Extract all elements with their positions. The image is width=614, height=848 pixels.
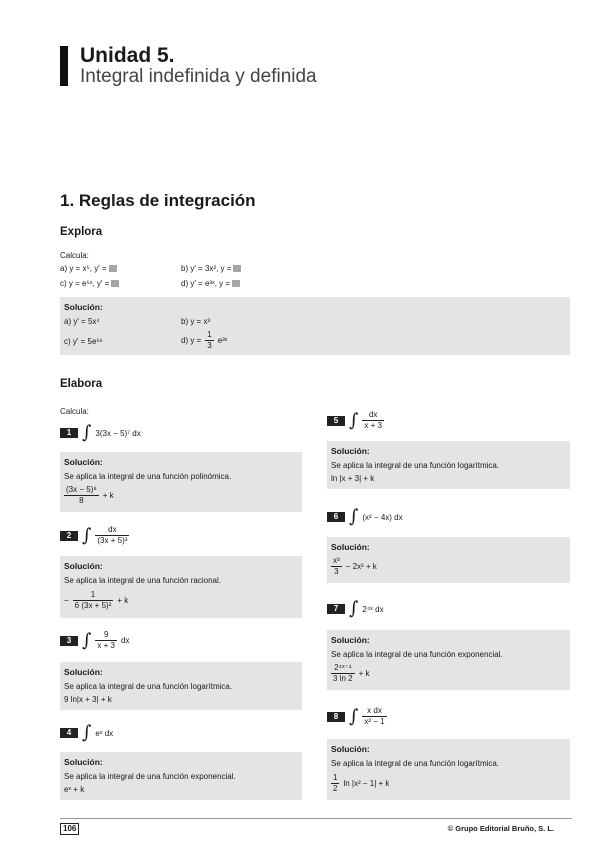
exercise-2: 2 ∫ $\frac{dx}{\text{(3x + 5)³}}$ xyxy=(60,525,129,546)
explora-heading: Explora xyxy=(60,226,103,238)
integral-sign-icon: ∫ xyxy=(82,629,92,651)
solution-box-6: Solución: $\frac{\text{x³}}{3}$ − 2x² + k xyxy=(327,537,570,583)
elabora-heading: Elabora xyxy=(60,378,103,390)
explora-item-b: b) y′ = 3x², y = xyxy=(181,262,241,275)
integral-sign-icon: ∫ xyxy=(82,722,92,743)
solution-box-5: Solución: Se aplica la integral de una función logarítmica. ln |x + 3| + k xyxy=(327,441,570,489)
explora-item-c: c) y = e⁵ˣ, y′ = xyxy=(60,277,119,290)
explora-solution-box xyxy=(60,297,570,355)
solution-box-8: Solución: Se aplica la integral de una función logarítmica. $\frac{1}{2}$ ln |x² − 1| + k xyxy=(327,739,570,800)
integral-sign-icon: ∫ xyxy=(349,409,359,431)
explora-sol-c: c) y′ = 5e⁵ˣ xyxy=(64,337,103,346)
solution-box-3: Solución: Se aplica la integral de una función logarítmica. 9 ln|x + 3| + k xyxy=(60,662,302,710)
solution-label: Solución: xyxy=(64,302,103,312)
integral-sign-icon: ∫ xyxy=(349,506,359,527)
footer-divider xyxy=(60,818,572,819)
solution-box-1: Solución: Se aplica la integral de una función polinómica. $\frac{\text{(3x − 5)⁸}}{8}$ + k xyxy=(60,452,302,512)
unit-title: Unidad 5. xyxy=(80,44,175,67)
exercise-8: 8 ∫ $\frac{\text{x dx}}{\text{x² − 1}}$ xyxy=(327,706,387,727)
explora-sol-d: d) y = $\frac{1}{3}$ e³ˣ xyxy=(181,330,228,350)
solution-box-4: Solución: Se aplica la integral de una función exponencial. eˣ + k xyxy=(60,752,302,800)
exercise-3: 3 ∫ $\frac{9}{x + 3}$ dx xyxy=(60,630,129,651)
copyright: © Grupo Editorial Bruño, S. L. xyxy=(447,824,554,833)
explora-sol-a: a) y′ = 5x⁴ xyxy=(64,317,100,326)
explora-sol-b: b) y = x³ xyxy=(181,317,211,326)
integral-sign-icon: ∫ xyxy=(82,524,92,546)
exercise-7: 7 ∫ 2⁴ˣ dx xyxy=(327,600,384,618)
explora-item-d: d) y′ = e³ˣ, y = xyxy=(181,277,240,290)
solution-box-2: Solución: Se aplica la integral de una función racional. − $\frac{1}{\text{6 (3x + 5)²}}$ + k xyxy=(60,556,302,618)
solution-box-7: Solución: Se aplica la integral de una función exponencial. $\frac{\text{2⁴ˣ⁻¹}}{3 \ln 2}$ + k xyxy=(327,630,570,690)
unit-bar xyxy=(60,46,68,86)
exercise-1: 1 ∫ 3(3x − 5)⁷ dx xyxy=(60,424,141,442)
explora-item-a: a) y = x⁵, y′ = xyxy=(60,262,117,275)
section-title: 1. Reglas de integración xyxy=(60,191,256,210)
unit-subtitle: Integral indefinida y definida xyxy=(80,66,317,87)
integral-sign-icon: ∫ xyxy=(349,705,359,727)
integral-sign-icon: ∫ xyxy=(82,422,92,443)
exercise-5: 5 ∫ $\frac{dx}{x + 3}$ xyxy=(327,410,384,431)
integral-sign-icon: ∫ xyxy=(349,598,359,619)
exercise-4: 4 ∫ eˣ dx xyxy=(60,724,113,742)
exercise-number: 1 xyxy=(60,428,78,438)
page-number: 106 xyxy=(60,823,79,835)
exercise-6: 6 ∫ (x² − 4x) dx xyxy=(327,508,403,526)
elabora-prompt: Calcula: xyxy=(60,407,89,416)
explora-prompt: Calcula: xyxy=(60,251,89,260)
